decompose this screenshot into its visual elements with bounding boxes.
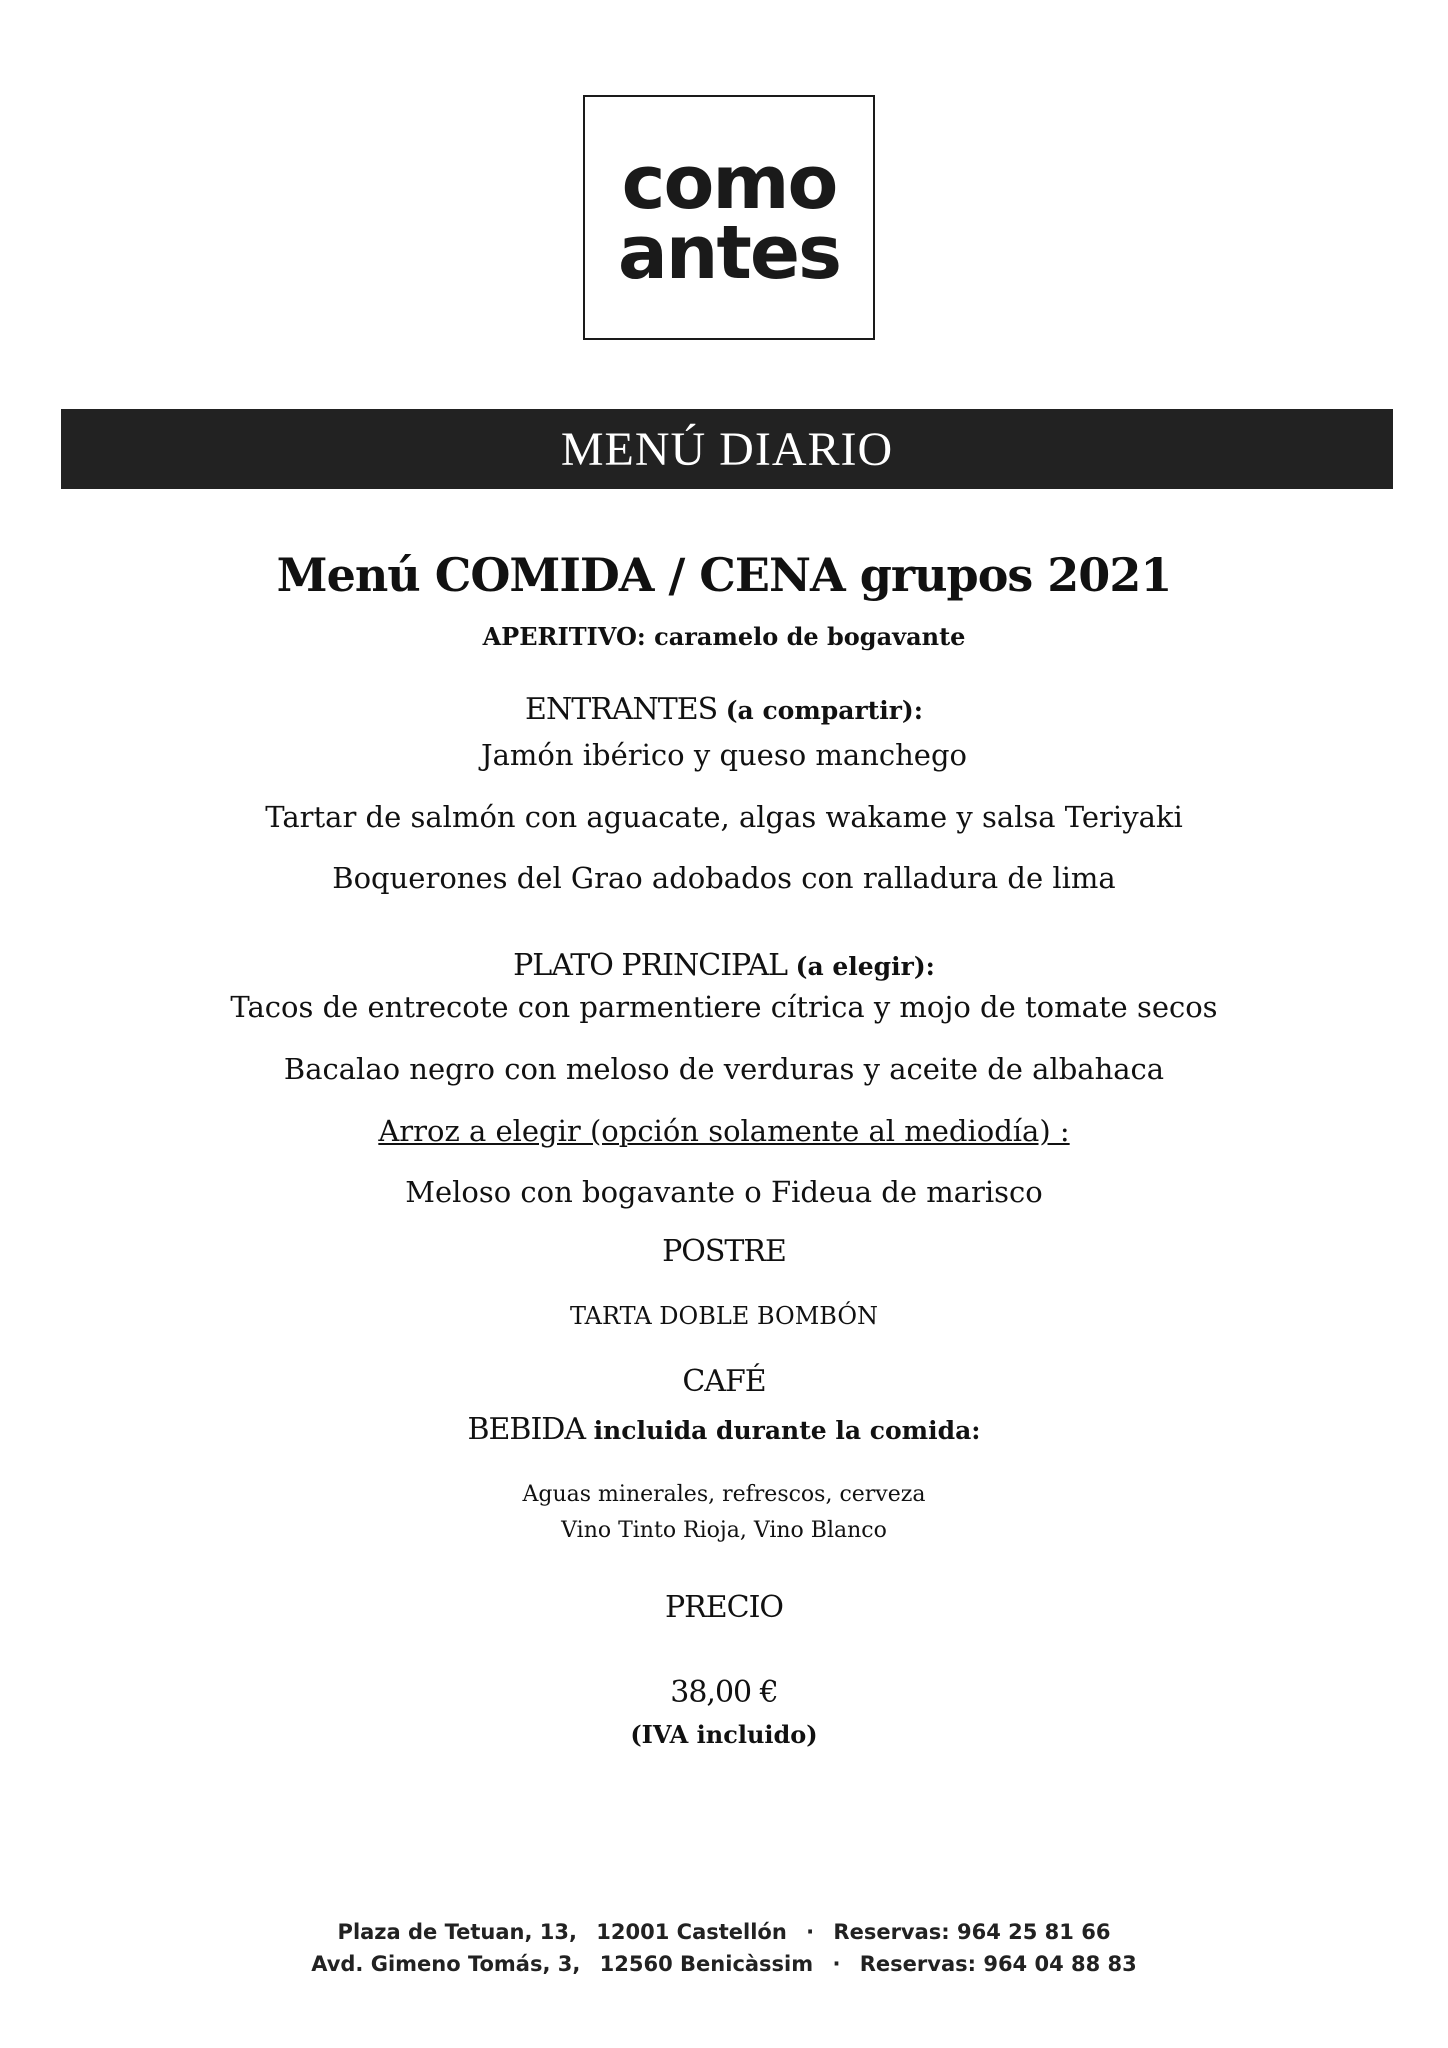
logo-line-1: como xyxy=(621,139,837,226)
menu-title: Menú COMIDA / CENA grupos 2021 xyxy=(276,548,1172,602)
bebida-item: Aguas minerales, refrescos, cerveza xyxy=(522,1482,926,1507)
logo-line-2: antes xyxy=(617,209,841,296)
footer-separator: · xyxy=(806,1920,815,1944)
footer-separator: · xyxy=(832,1952,841,1976)
cafe-heading: CAFÉ xyxy=(682,1364,766,1399)
aperitivo: APERITIVO: caramelo de bogavante xyxy=(482,622,966,651)
principal-item: Tacos de entrecote con parmentiere cítrica y mojo de tomate secos xyxy=(230,990,1218,1024)
menu-banner xyxy=(61,409,1393,489)
arroz-item: Meloso con bogavante o Fideua de marisco xyxy=(405,1175,1043,1209)
logo xyxy=(583,95,875,340)
postre-item: TARTA DOBLE BOMBÓN xyxy=(569,1302,879,1330)
precio-note: (IVA incluido) xyxy=(630,1720,818,1749)
bebida-heading xyxy=(0,1412,1448,1447)
bebida-item: Vino Tinto Rioja, Vino Blanco xyxy=(561,1518,887,1543)
bebida-heading-text: BEBIDA xyxy=(467,1412,586,1447)
arroz-heading: Arroz a elegir (opción solamente al mediodía) : xyxy=(378,1114,1070,1148)
principal-item: Bacalao negro con meloso de verduras y aceite de albahaca xyxy=(283,1052,1165,1086)
entrantes-heading-text: ENTRANTES xyxy=(525,692,718,727)
principal-heading xyxy=(0,948,1448,983)
precio-heading: PRECIO xyxy=(664,1590,784,1625)
entrante-item: Jamón ibérico y queso manchego xyxy=(481,738,967,772)
footer-line-2 xyxy=(0,1952,1448,1976)
footer-city: 12001 Castellón xyxy=(596,1920,787,1944)
postre-heading: POSTRE xyxy=(662,1234,786,1269)
footer-line-1 xyxy=(0,1920,1448,1944)
footer-address: Avd. Gimeno Tomás, 3, xyxy=(311,1952,581,1976)
entrantes-note: (a compartir): xyxy=(725,696,923,725)
footer-city: 12560 Benicàssim xyxy=(599,1952,814,1976)
footer-address: Plaza de Tetuan, 13, xyxy=(337,1920,577,1944)
banner-title: MENÚ DIARIO xyxy=(560,422,894,476)
principal-note: (a elegir): xyxy=(795,952,935,981)
entrantes-heading xyxy=(0,692,1448,727)
footer-phone: Reservas: 964 04 88 83 xyxy=(859,1952,1137,1976)
footer-phone: Reservas: 964 25 81 66 xyxy=(833,1920,1111,1944)
principal-heading-text: PLATO PRINCIPAL xyxy=(513,948,788,983)
entrante-item: Tartar de salmón con aguacate, algas wakame y salsa Teriyaki xyxy=(265,800,1183,834)
entrante-item: Boquerones del Grao adobados con ralladura de lima xyxy=(332,861,1116,895)
precio-value: 38,00 € xyxy=(670,1675,778,1710)
bebida-note: incluida durante la comida: xyxy=(593,1416,981,1445)
